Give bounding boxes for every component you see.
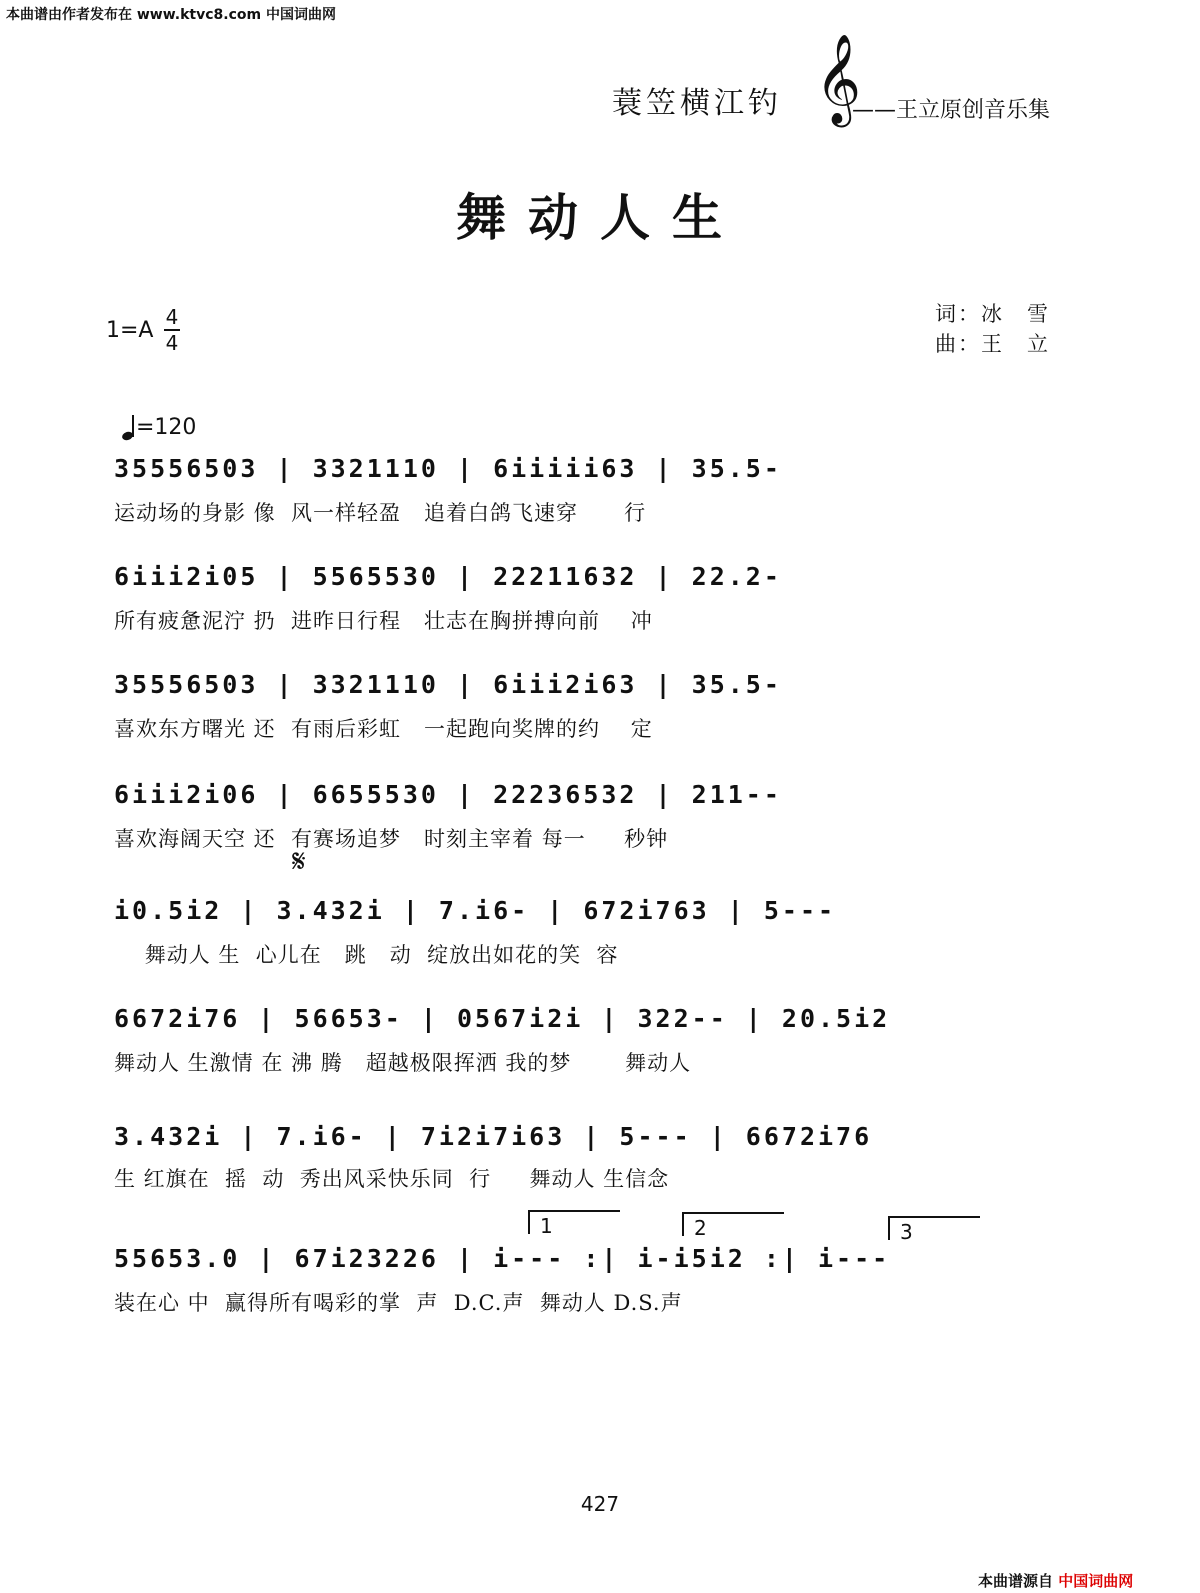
source-site: 中国词曲网 bbox=[1058, 1572, 1134, 1590]
system-8-notes: 55653.0 | 67i23226 | i--- :| i-i5i2 :| i--- bbox=[114, 1244, 891, 1273]
source-label: 本曲谱源自 bbox=[978, 1572, 1054, 1590]
volta-2-label: 2 bbox=[694, 1216, 707, 1240]
system-2-notes: 6iii2i05 | 5565530 | 22211632 | 22.2- bbox=[114, 562, 782, 591]
time-signature bbox=[164, 306, 180, 354]
volta-1-label: 1 bbox=[540, 1214, 553, 1238]
song-title: 舞动人生 bbox=[456, 188, 744, 247]
collection-name: ——王立原创音乐集 bbox=[852, 98, 1051, 123]
tempo-value: =120 bbox=[136, 415, 197, 440]
key-signature: 1=A bbox=[106, 318, 154, 343]
composer-credit: 曲：王 立 bbox=[935, 332, 1050, 356]
quarter-note-icon bbox=[122, 414, 136, 440]
segno-icon: 𝄋 bbox=[292, 842, 306, 880]
volta-1-bracket bbox=[528, 1210, 620, 1238]
volta-3-bracket bbox=[888, 1216, 980, 1244]
system-1-notes: 35556503 | 3321110 | 6iiiii63 | 35.5- bbox=[114, 454, 782, 483]
system-5-notes: i0.5i2 | 3.432i | 7.i6- | 672i763 | 5--- bbox=[114, 896, 837, 925]
system-5-lyrics: 舞动人 生 心儿在 跳 动 绽放出如花的笑 容 bbox=[114, 943, 619, 967]
treble-clef-icon: 𝄞 bbox=[815, 34, 862, 124]
system-7-notes: 3.432i | 7.i6- | 7i2i7i63 | 5--- | 6672i76 bbox=[114, 1122, 873, 1151]
system-4-lyrics: 喜欢海阔天空 还 有赛场追梦 时刻主宰着 每一 秒钟 bbox=[114, 827, 669, 851]
system-8-lyrics: 装在心 中 赢得所有喝彩的掌 声 D.C.声 舞动人 D.S.声 bbox=[114, 1291, 683, 1315]
source-footer bbox=[978, 1570, 1133, 1591]
system-6-lyrics: 舞动人 生激情 在 沸 腾 超越极限挥洒 我的梦 舞动人 bbox=[114, 1051, 692, 1075]
system-4-notes: 6iii2i06 | 6655530 | 22236532 | 211-- bbox=[114, 780, 782, 809]
time-signature-top: 4 bbox=[165, 305, 179, 329]
system-3-lyrics: 喜欢东方曙光 还 有雨后彩虹 一起跑向奖牌的约 定 bbox=[114, 717, 653, 741]
system-2-lyrics: 所有疲惫泥泞 扔 进昨日行程 壮志在胸拼搏向前 冲 bbox=[114, 609, 653, 633]
source-note: 本曲谱由作者发布在 www.ktvc8.com 中国词曲网 bbox=[6, 7, 336, 23]
page-number: 427 bbox=[580, 1492, 620, 1516]
volta-2-bracket bbox=[682, 1212, 784, 1240]
tempo-marking bbox=[122, 414, 196, 440]
time-signature-bottom: 4 bbox=[165, 331, 179, 355]
system-3-notes: 35556503 | 3321110 | 6iii2i63 | 35.5- bbox=[114, 670, 782, 699]
volta-3-label: 3 bbox=[900, 1220, 913, 1244]
system-1-lyrics: 运动场的身影 像 风一样轻盈 追着白鸽飞速穿 行 bbox=[114, 501, 647, 525]
system-6-notes: 6672i76 | 56653- | 0567i2i | 322-- | 20.5i2 bbox=[114, 1004, 891, 1033]
series-title: 蓑笠横江钓 bbox=[612, 86, 782, 121]
lyricist-credit: 词：冰 雪 bbox=[935, 302, 1050, 326]
system-7-lyrics: 生 红旗在 摇 动 秀出风采快乐同 行 舞动人 生信念 bbox=[114, 1167, 670, 1191]
